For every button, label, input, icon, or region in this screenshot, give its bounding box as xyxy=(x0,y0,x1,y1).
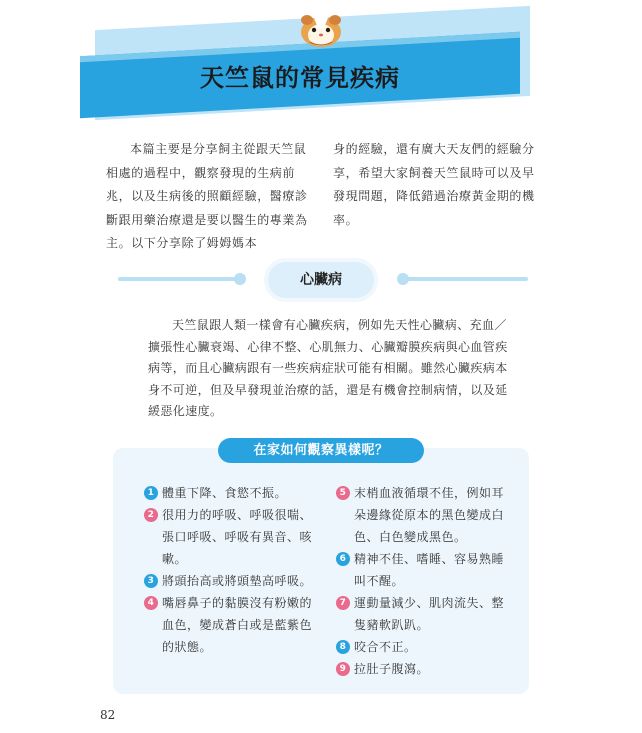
number-badge: 7 xyxy=(336,596,350,610)
number-badge: 6 xyxy=(336,552,350,566)
page-title: 天竺鼠的常見疾病 xyxy=(200,64,400,92)
list-item xyxy=(144,482,322,504)
section-divider-right xyxy=(404,277,528,281)
list-item-text: 咬合不正。 xyxy=(354,640,417,654)
list-item-text: 末梢血液循環不佳，例如耳朵邊緣從原本的黑色變成白色、白色變成黑色。 xyxy=(354,486,505,544)
hamster-icon xyxy=(296,6,346,48)
list-item xyxy=(336,636,508,658)
list-item xyxy=(336,658,508,680)
section-body: 天竺鼠跟人類一樣會有心臟疾病，例如先天性心臟病、充血／擴張性心臟衰竭、心律不整、心肌無力、心臟瓣膜疾病與心血管疾病等，而且心臟病跟有一些疾病症狀可能有相關。雖然心臟疾病本身不可逆，但及早發現並治療的話，還是有機會控制病情，以及延緩惡化速度。 xyxy=(148,318,508,418)
list-item-text: 嘴唇鼻子的黏膜沒有粉嫩的血色，變成蒼白或是藍紫色的狀態。 xyxy=(162,596,313,654)
list-item-text: 很用力的呼吸、呼吸很喘、張口呼吸、呼吸有異音、咳嗽。 xyxy=(162,508,313,566)
number-badge: 9 xyxy=(336,662,350,676)
list-item-text: 拉肚子腹瀉。 xyxy=(354,662,430,676)
number-badge: 1 xyxy=(144,486,158,500)
list-item-text: 精神不佳、嗜睡、容易熟睡叫不醒。 xyxy=(354,552,505,588)
section-divider-left xyxy=(118,277,238,281)
section-divider-dot-left xyxy=(234,273,246,285)
list-item xyxy=(336,548,508,592)
number-badge: 3 xyxy=(144,574,158,588)
list-item xyxy=(336,482,508,548)
list-item-text: 將頭抬高或將頭墊高呼吸。 xyxy=(162,574,313,588)
number-badge: 4 xyxy=(144,596,158,610)
intro-text-left: 本篇主要是分享飼主從跟天竺鼠相處的過程中，觀察發現的生病前兆，以及生病後的照顧經驗，醫療診斷跟用藥治療還是要以醫生的專業為主。以下分享除了姆姆媽本 xyxy=(106,142,308,250)
number-badge: 5 xyxy=(336,486,350,500)
list-item-text: 體重下降、食慾不振。 xyxy=(162,486,288,500)
number-badge: 2 xyxy=(144,508,158,522)
list-item-text: 運動量減少、肌肉流失、整隻豬軟趴趴。 xyxy=(354,596,505,632)
page-number: 82 xyxy=(100,708,116,722)
number-badge: 8 xyxy=(336,640,350,654)
intro-text-right: 身的經驗，還有廣大天友們的經驗分享，希望大家飼養天竺鼠時可以及早發現問題，降低錯過治療黃金期的機率。 xyxy=(333,142,535,227)
list-item xyxy=(144,592,322,658)
list-item xyxy=(144,504,322,570)
observation-list-left xyxy=(144,482,322,658)
section-divider-dot-right xyxy=(397,273,409,285)
list-item xyxy=(144,570,322,592)
section-heading: 心臟病 xyxy=(268,262,374,298)
observation-list-right xyxy=(336,482,508,680)
list-item xyxy=(336,592,508,636)
observation-heading: 在家如何觀察異樣呢？ xyxy=(218,438,424,463)
